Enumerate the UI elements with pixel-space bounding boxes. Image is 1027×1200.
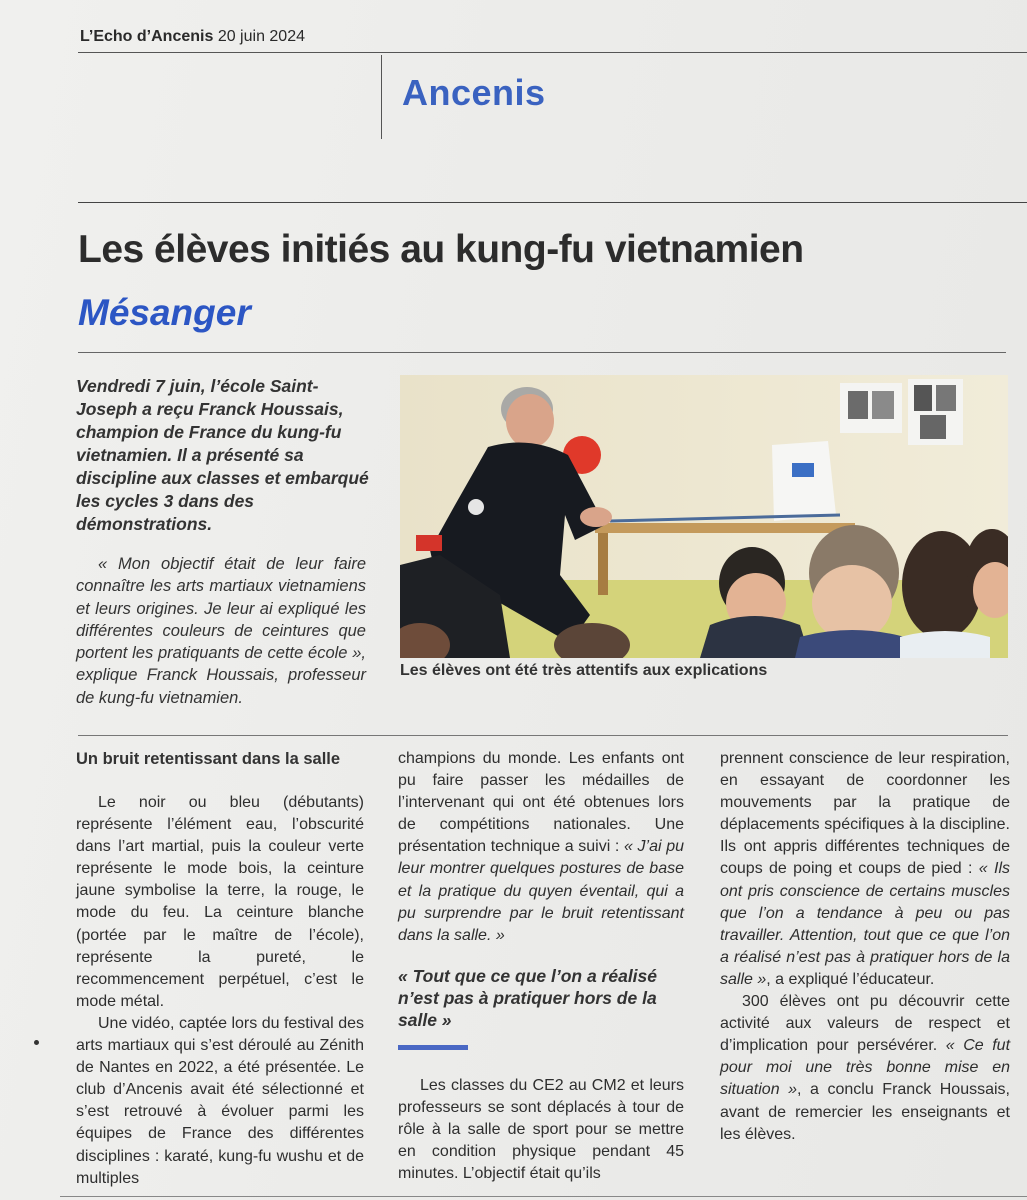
body-paragraph: Une vidéo, captée lors du festival des arts martiaux qui s’est déroulé au Zénith de Nantes en 2022, a été présentée. Le club d’Ancenis avait été sélectionné et s’est retrouvé à évoluer parmi les équipes de France des différentes disciplines : karaté, kung-fu wushu et de multiples xyxy=(76,1014,364,1187)
masthead-rule xyxy=(78,52,1027,53)
body-text: 300 élèves ont pu découvrir cette activité aux valeurs de respect et d’implication pour persévérer. xyxy=(720,993,1010,1055)
photo-caption: Les élèves ont été très attentifs aux explications xyxy=(400,662,768,679)
article-column-1 xyxy=(76,792,364,1190)
body-text: , a conclu Franck Houssais, avant de remercier les enseignants et les élèves. xyxy=(720,1081,1010,1143)
body-paragraph xyxy=(720,991,1010,1146)
article-photo xyxy=(400,375,1008,658)
location-kicker: Mésanger xyxy=(78,292,251,333)
newspaper-name: L’Echo d’Ancenis xyxy=(80,28,214,45)
body-paragraph: Le noir ou bleu (débutants) représente l’élément eau, l’obscurité dans l’art martial, puis la couleur verte représente le mode bois, la ceinture jaune symbolise la terre, la rouge, le mode du feu. La ceinture blanche (portée par le maître de l’école), représente la pureté, le recommencement perpétuel, c’est le mode métal. xyxy=(76,794,364,1010)
article-intro: « Mon objectif était de leur faire connaître les arts martiaux vietnamiens et leurs origines. Je leur ai expliqué les différentes couleurs de ceintures que portent les pratiquants de cette école », explique Franck Houssais, professeur de kung-fu vietnamien. xyxy=(76,555,366,707)
quoted-text: « Ce fut pour moi une très bonne mise en situation » xyxy=(720,1037,1011,1099)
publication-date: 20 juin 2024 xyxy=(217,28,305,45)
article-column-2-continued xyxy=(398,1075,684,1185)
masthead xyxy=(80,28,305,46)
article-top-rule xyxy=(78,202,1027,203)
article-subheading: Un bruit retentissant dans la salle xyxy=(76,750,341,768)
body-paragraph: Les classes du CE2 au CM2 et leurs professeurs se sont déplacés à tour de rôle à la salle de sport pour se mettre en condition physique pendant 45 minutes. L’objectif était qu’ils xyxy=(398,1077,684,1183)
body-paragraph xyxy=(720,748,1010,991)
body-text: prennent conscience de leur respiration, en essayant de coordonner les mouvements par la pratique de déplacements spécifiques à la discipline. Ils ont appris différentes techniques de coups de poing et coups de pied : xyxy=(720,750,1010,878)
body-paragraph xyxy=(398,748,684,947)
page-bottom-rule xyxy=(60,1196,1027,1197)
body-text: , a expliqué l’éducateur. xyxy=(766,970,935,988)
headline-rule xyxy=(78,352,1006,353)
pull-quote: « Tout que ce que l’on a réalisé n’est pas à pratiquer hors de la salle » xyxy=(398,966,658,1030)
quoted-text: « J’ai pu leur montrer quelques postures de base et la pratique du quyen éventail, qui a pu surprendre par le bruit retentissant dans la salle. » xyxy=(398,838,685,944)
body-top-rule xyxy=(78,735,1008,736)
article-lead: Vendredi 7 juin, l’école Saint-Joseph a reçu Franck Houssais, champion de France du kung-fu vietnamien. Il a présenté sa discipline aux classes et embarqué les cycles 3 dans des démonstrations. xyxy=(76,376,369,534)
section-divider xyxy=(381,55,382,139)
quoted-text: « Ils ont pris conscience de certains muscles que l’on a tendance à peu ou pas travailler. Attention, tout que ce que l’on a réalisé n’est pas à pratiquer hors de la salle » xyxy=(720,860,1011,988)
article-column-3 xyxy=(720,748,1010,1146)
body-text: champions du monde. Les enfants ont pu faire passer les médailles de l’intervenant qui ont été obtenues lors de compétitions nationales. Une présentation technique a suivi : xyxy=(398,750,684,856)
print-dot xyxy=(34,1040,39,1045)
pull-quote-bar xyxy=(398,1045,468,1050)
article-column-2 xyxy=(398,748,684,947)
section-title: Ancenis xyxy=(402,72,546,113)
article-headline: Les élèves initiés au kung-fu vietnamien xyxy=(78,228,804,271)
kung-fu-class-photo xyxy=(400,375,1008,658)
